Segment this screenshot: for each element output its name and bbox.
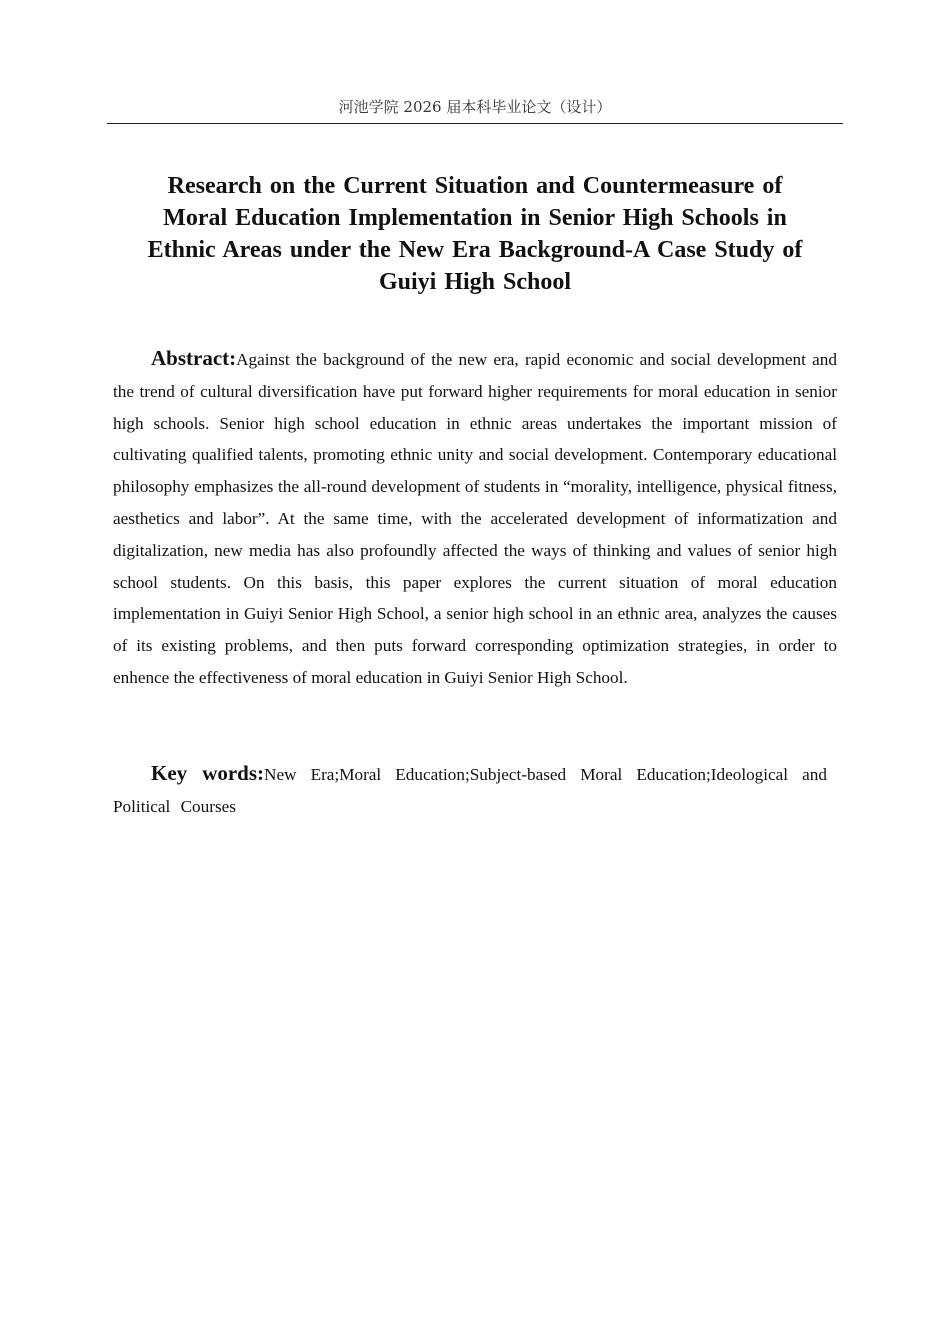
abstract-text: Against the background of the new era, rapid economic and social development and the trend of cultural diversification have put forward higher requirements for moral education in senior high schools. Senior high school education in ethnic areas undertakes the important mission of cultivating qualified talents, promoting ethnic unity and social development. Contemporary educational philosophy emphasizes the all-round development of students in “morality, intelligence, physical fitness, aesthetics and labor”. At the same time, with the accelerated development of informatization and digitalization, new media has also profoundly affected the ways of thinking and values of senior high school students. On this basis, this paper explores the current situation of moral education implementation in Guiyi Senior High School, a senior high school in an ethnic area, analyzes the causes of its existing problems, and then puts forward corresponding optimization strategies, in order to enhence the effectiveness of moral education in Guiyi Senior High School. bbox=[113, 350, 837, 687]
title-line: Ethnic Areas under the New Era Background-A Case Study of bbox=[147, 237, 803, 263]
title-line: Moral Education Implementation in Senior High Schools in bbox=[163, 205, 787, 231]
abstract-paragraph bbox=[113, 343, 837, 694]
keywords-text: New Era;Moral Education;Subject-based Moral Education;Ideological and Political Courses bbox=[113, 765, 827, 816]
title-line: Guiyi High School bbox=[378, 269, 572, 295]
paper-title bbox=[112, 170, 838, 298]
title-line: Research on the Current Situation and Countermeasure of bbox=[167, 173, 783, 199]
keywords-label: Key words: bbox=[151, 761, 265, 785]
running-header: 河池学院 2026 届本科毕业论文（设计） bbox=[338, 98, 612, 116]
abstract-label: Abstract: bbox=[151, 346, 237, 370]
header-rule bbox=[107, 123, 843, 124]
keywords-paragraph bbox=[113, 758, 827, 823]
